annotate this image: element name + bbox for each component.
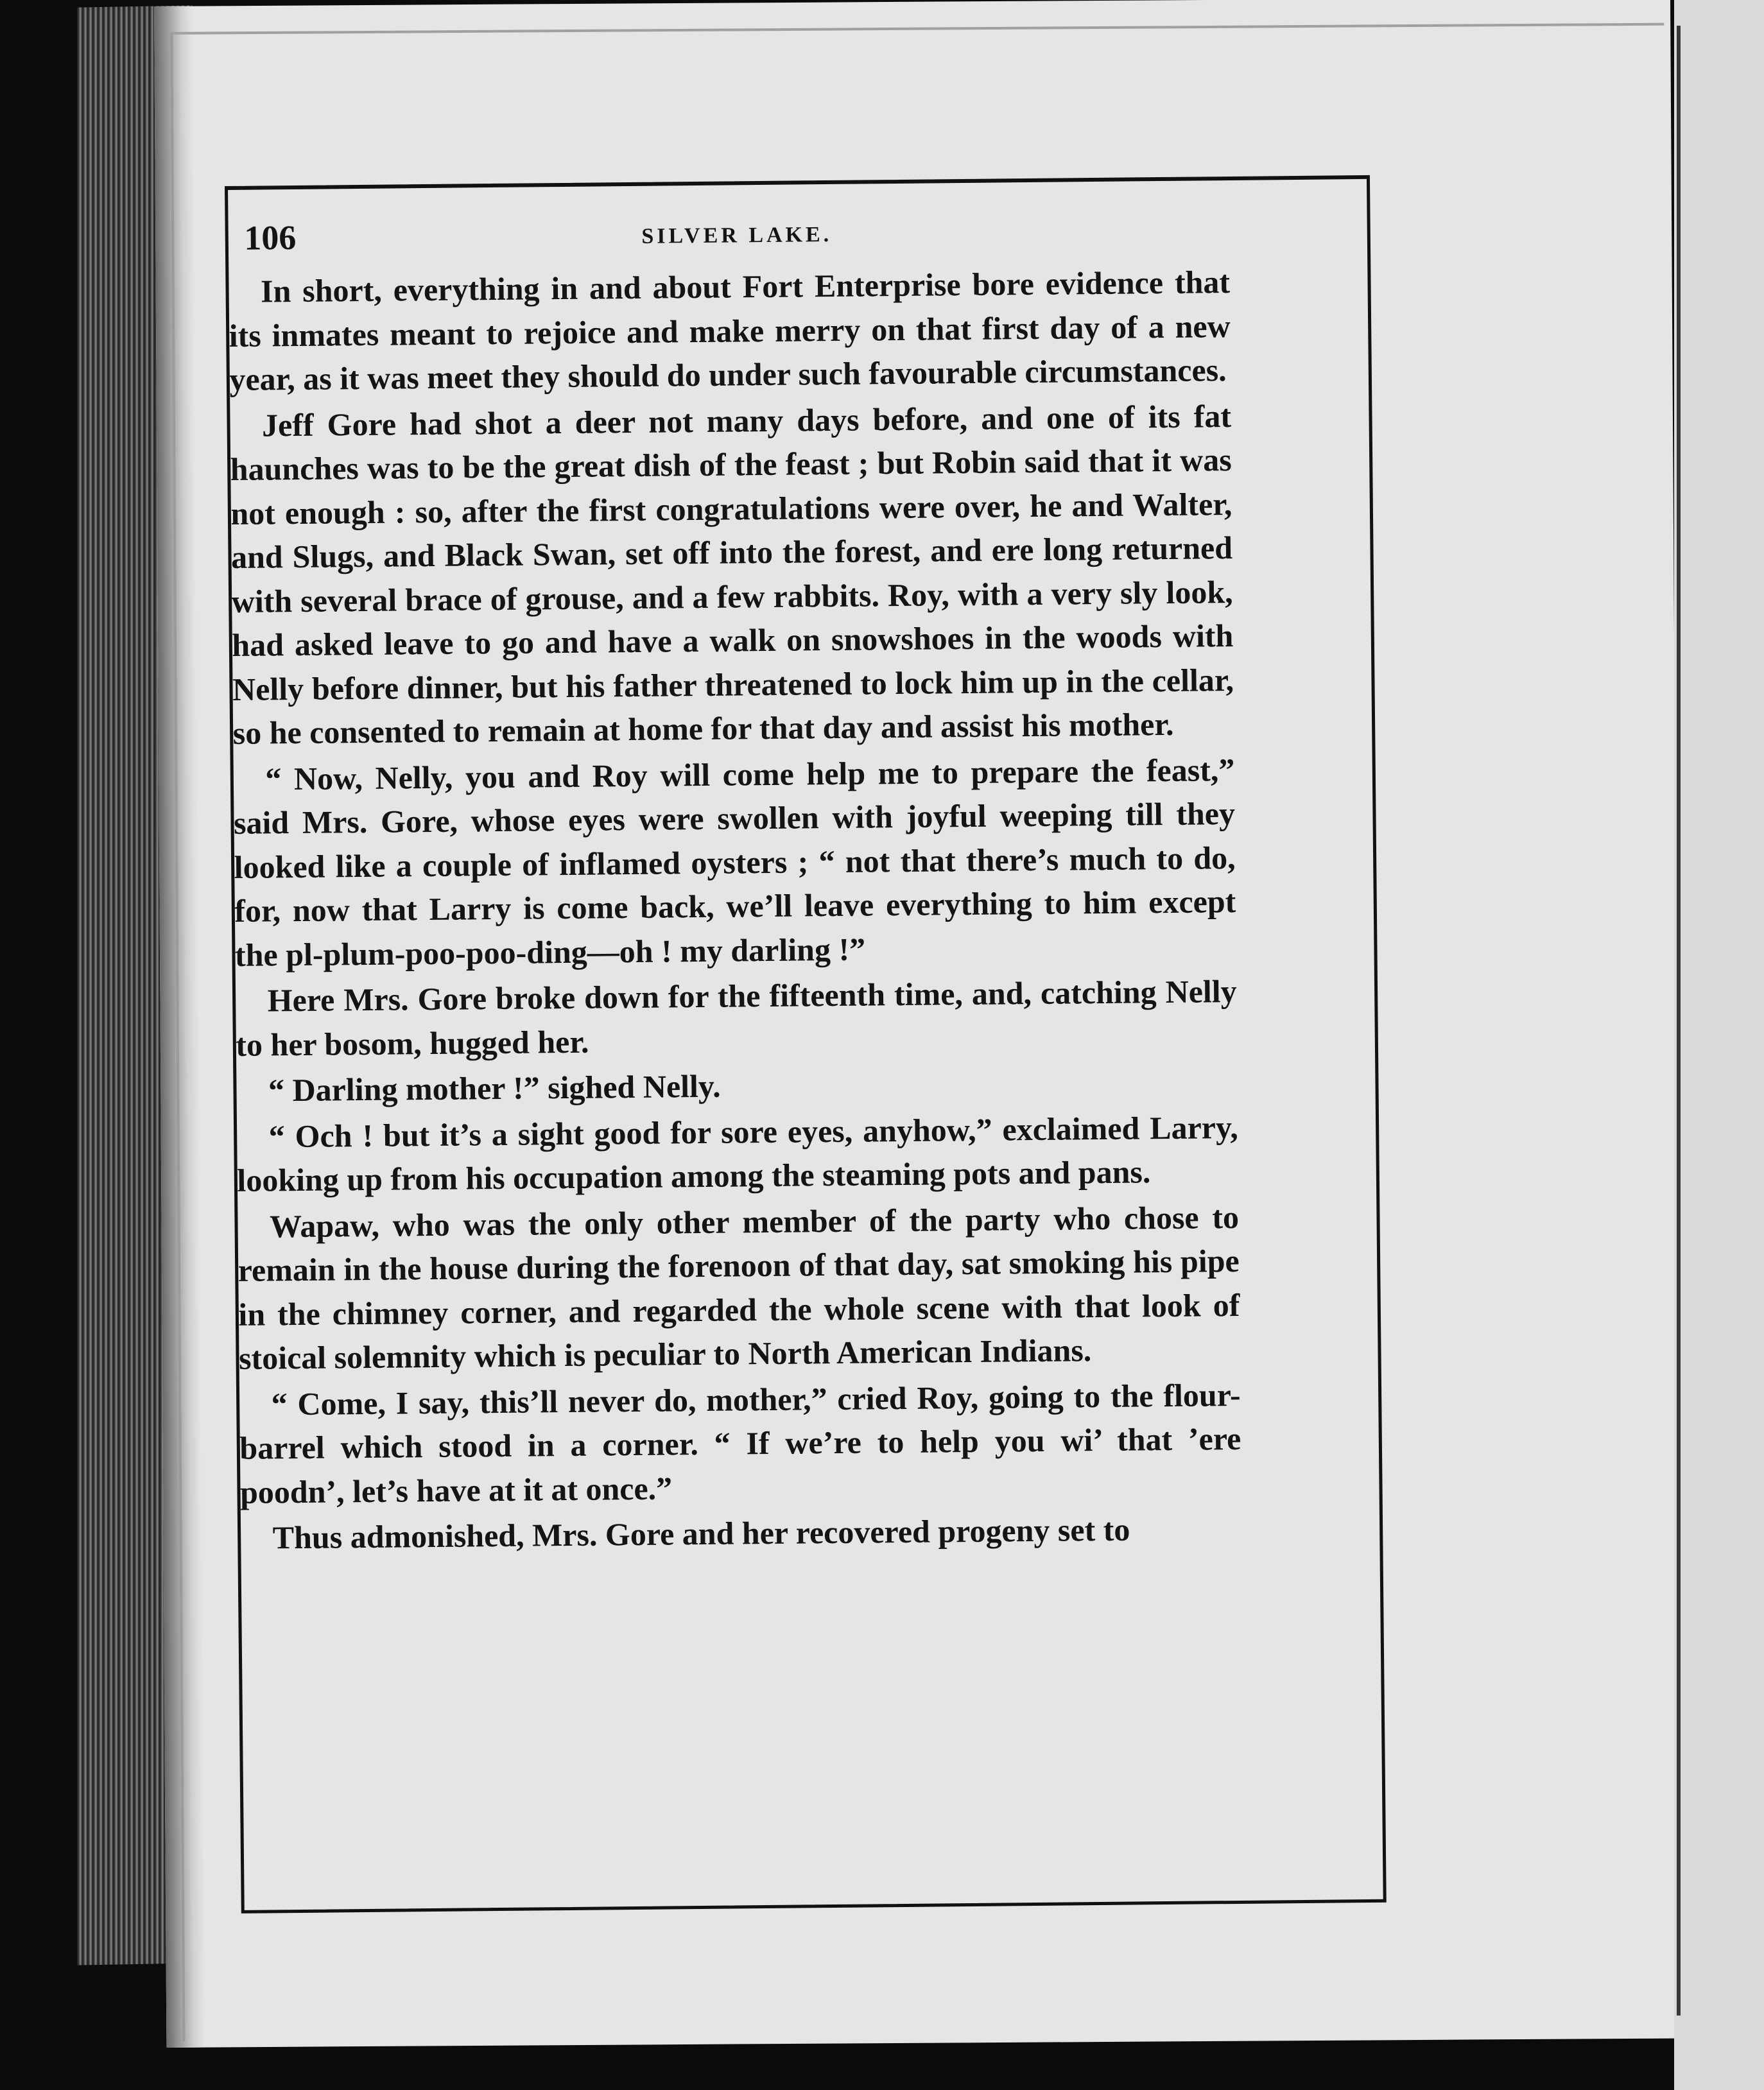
page-text-block xyxy=(228,209,1242,1562)
paragraph-7: Wapaw, who was the only other member of the party who chose to remain in the house during the forenoon of that day, sat smoking his pipe in the chimney corner, and regarded the whole scene with that look of stoical solemnity which is peculiar to North American Indians. xyxy=(238,1198,1240,1376)
page-number: 106 xyxy=(244,218,297,257)
paragraph-3: “ Now, Nelly, you and Roy will come help me to prepare the feast,” said Mrs. Gore, whose eyes were swollen with joyful weeping till they looked like a couple of inflamed oysters ; “ not that there’s much to do, for, now that Larry is come back, we’ll leave everything to him except the pl-plum-poo-poo-ding—oh ! my darling !” xyxy=(233,751,1236,973)
facing-page-rule xyxy=(1677,26,1681,2016)
paragraph-6: “ Och ! but it’s a sight good for sore eyes, anyhow,” exclaimed Larry, looking up from his occupation among the steaming pots and pans. xyxy=(237,1109,1238,1198)
paragraph-8: “ Come, I say, this’ll never do, mother,” cried Roy, going to the flour-barrel which stood in a corner. “ If we’re to help you wi’ that ’ere poodn’, let’s have at it at once.” xyxy=(239,1376,1241,1510)
running-title: SILVER LAKE. xyxy=(641,222,833,248)
paragraph-4: Here Mrs. Gore broke down for the fifteenth time, and, catching Nelly to her bosom, hugged her. xyxy=(236,972,1237,1063)
running-head xyxy=(244,209,1230,270)
paragraph-5: “ Darling mother !” sighed Nelly. xyxy=(268,1067,721,1109)
paragraph-1: In short, everything in and about Fort Enterprise bore evidence that its inmates meant to rejoice and make merry on that first day of a new year, as it was meet they should do under such favourable circumstances. xyxy=(229,264,1231,397)
paragraph-2: Jeff Gore had shot a deer not many days before, and one of its fat haunches was to be the great dish of the feast ; but Robin said that it was not enough : so, after the first congratulations were over, he and Walter, and Slugs, and Black Swan, set off into the forest, and ere long returned with several brace of grouse, and a few rabbits. Roy, with a very sly look, had asked leave to go and have a walk on snowshoes in the woods with Nelly before dinner, but his father threatened to lock him up in the cellar, so he consented to remain at home for that day and assist his mother. xyxy=(230,397,1234,751)
facing-page-edge xyxy=(1674,0,1764,2090)
paragraph-9: Thus admonished, Mrs. Gore and her recovered progeny set to xyxy=(272,1511,1130,1556)
